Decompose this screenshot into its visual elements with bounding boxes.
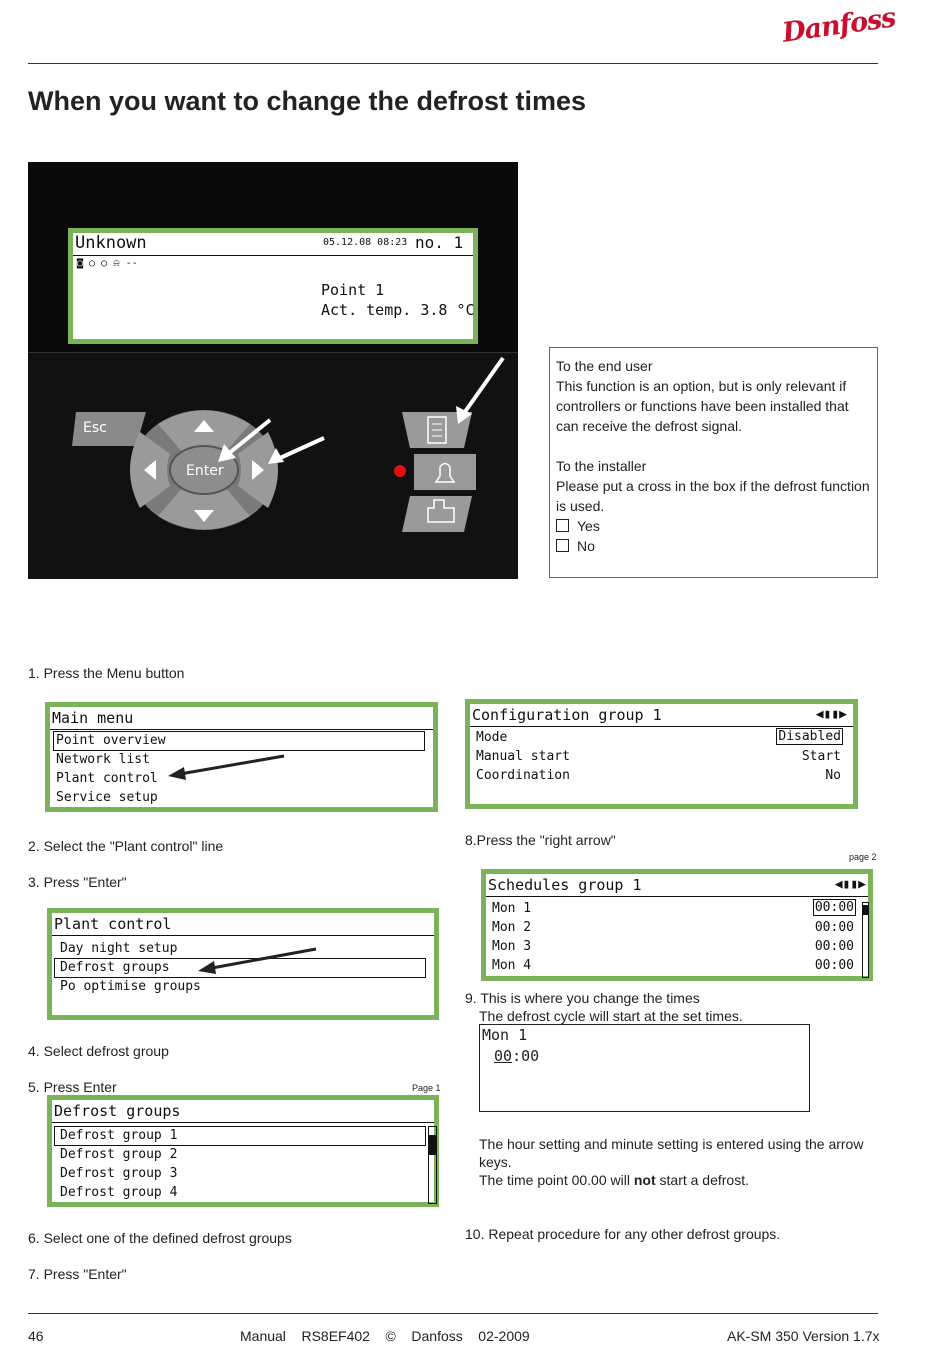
installer-heading: To the installer: [556, 458, 647, 474]
warning-text-end: start a defrost.: [655, 1172, 749, 1188]
footer-rule: [28, 1313, 878, 1314]
schedule-time[interactable]: 00:00: [814, 939, 854, 954]
footer-center: Manual RS8EF402 © Danfoss 02-2009: [240, 1328, 530, 1344]
edit-minutes[interactable]: :00: [512, 1047, 540, 1065]
configuration-group-title: Configuration group 1: [470, 704, 853, 727]
defrost-groups-title: Defrost groups: [52, 1100, 434, 1123]
esc-key-label: Esc: [83, 420, 107, 436]
no-label: No: [577, 538, 595, 554]
edit-time[interactable]: [494, 1047, 539, 1065]
list-item[interactable]: Defrost group 2: [60, 1147, 178, 1162]
menu-item[interactable]: Service setup: [56, 790, 158, 805]
no-option[interactable]: [556, 536, 871, 556]
list-item[interactable]: Defrost group 3: [60, 1166, 178, 1181]
screen-datetime: 05.12.08 08:23: [323, 237, 408, 248]
list-item[interactable]: Defrost group 1: [60, 1128, 178, 1143]
edit-label: Mon 1: [482, 1026, 528, 1044]
print-key: [402, 496, 472, 532]
schedule-label: Mon 2: [492, 920, 532, 935]
yes-label: Yes: [577, 518, 600, 534]
schedules-group-title: Schedules group 1: [486, 874, 868, 897]
plant-control-title: Plant control: [52, 913, 434, 936]
schedule-time[interactable]: 00:00: [814, 920, 854, 935]
step-9-arrow-keys: The hour setting and minute setting is entered using the arrow keys.: [479, 1136, 864, 1170]
yes-option[interactable]: [556, 516, 871, 536]
defrost-groups-screen: [47, 1095, 439, 1207]
schedule-label: Mon 4: [492, 958, 532, 973]
page-1-label: Page 1: [412, 1083, 441, 1093]
menu-item[interactable]: Day night setup: [60, 941, 178, 956]
step-10: 10. Repeat procedure for any other defrost groups.: [465, 1226, 781, 1242]
status-icons: ◙ ○ ○ ⍾ --: [77, 258, 138, 269]
scrollbar[interactable]: [862, 902, 869, 978]
warning-text: The time point 00.00 will: [479, 1172, 634, 1188]
scrollbar[interactable]: [428, 1126, 437, 1204]
step-9: 9. This is where you change the times: [465, 990, 700, 1006]
end-user-text: This function is an option, but is only relevant if controllers or functions have been installed that can receive the defrost signal.: [556, 378, 849, 434]
step-5: 5. Press Enter: [28, 1079, 117, 1095]
config-label: Manual start: [476, 749, 570, 764]
scroll-thumb[interactable]: [863, 905, 868, 915]
pointer-arrow-right: [280, 438, 324, 458]
menu-item[interactable]: Plant control: [56, 771, 158, 786]
edit-hour[interactable]: 00: [494, 1047, 513, 1065]
installer-text: Please put a cross in the box if the defrost function is used.: [556, 478, 870, 514]
schedules-group-screen: [481, 869, 873, 981]
menu-item[interactable]: Po optimise groups: [60, 979, 201, 994]
pointer-arrow-plant-control: [160, 752, 290, 782]
danfoss-logo: Danfoss: [780, 2, 898, 49]
screen-temp: Act. temp. 3.8 °C: [321, 301, 475, 319]
page-2-label: page 2: [849, 852, 877, 862]
alarm-key: [414, 454, 476, 490]
schedule-time[interactable]: 00:00: [814, 958, 854, 973]
time-edit-screen: [479, 1024, 810, 1112]
config-value[interactable]: No: [825, 768, 841, 783]
step-2: 2. Select the "Plant control" line: [28, 838, 224, 854]
config-label: Coordination: [476, 768, 570, 783]
menu-item[interactable]: Point overview: [56, 733, 166, 748]
step-9-warning: [479, 1171, 749, 1189]
yes-checkbox[interactable]: [556, 519, 569, 532]
configuration-group-screen: [465, 699, 858, 809]
page-indicator-icon: ◀▮▮▶: [815, 707, 847, 722]
alarm-led: [394, 465, 406, 477]
device-panel: [28, 162, 518, 578]
step-1: 1. Press the Menu button: [28, 665, 185, 681]
screen-title: Unknown: [75, 233, 147, 253]
main-menu-title: Main menu: [50, 707, 433, 730]
step-3: 3. Press "Enter": [28, 874, 127, 890]
pointer-arrow-menu: [462, 358, 503, 416]
config-value[interactable]: Disabled: [778, 729, 841, 744]
info-box: [549, 347, 878, 578]
step-4: 4. Select defrost group: [28, 1043, 169, 1059]
schedule-label: Mon 3: [492, 939, 532, 954]
config-value[interactable]: Start: [801, 749, 841, 764]
footer-right: AK-SM 350 Version 1.7x: [727, 1328, 880, 1344]
page-indicator-icon: ◀▮▮▶: [834, 877, 866, 892]
pointer-arrow-defrost-groups: [190, 944, 320, 978]
enter-key-label: Enter: [186, 463, 224, 479]
scroll-thumb[interactable]: [429, 1135, 436, 1155]
list-item[interactable]: Defrost group 4: [60, 1185, 178, 1200]
schedule-label: Mon 1: [492, 901, 532, 916]
menu-item[interactable]: Network list: [56, 752, 150, 767]
screen-number: no. 1: [415, 233, 464, 252]
keypad-graphic: [28, 162, 518, 578]
header-rule: [28, 63, 878, 64]
warning-emphasis: not: [633, 1172, 656, 1188]
config-label: Mode: [476, 730, 508, 745]
end-user-heading: To the end user: [556, 358, 653, 374]
step-8: 8.Press the "right arrow": [465, 832, 616, 848]
no-checkbox[interactable]: [556, 539, 569, 552]
step-9-note: The defrost cycle will start at the set times.: [479, 1008, 743, 1024]
schedule-time[interactable]: 00:00: [814, 900, 854, 915]
step-6: 6. Select one of the defined defrost groups: [28, 1230, 292, 1246]
page-title: When you want to change the defrost times: [28, 86, 587, 116]
menu-item[interactable]: Defrost groups: [60, 960, 170, 975]
screen-point: Point 1: [321, 281, 385, 299]
step-7: 7. Press "Enter": [28, 1266, 127, 1282]
page-number: 46: [28, 1328, 44, 1344]
